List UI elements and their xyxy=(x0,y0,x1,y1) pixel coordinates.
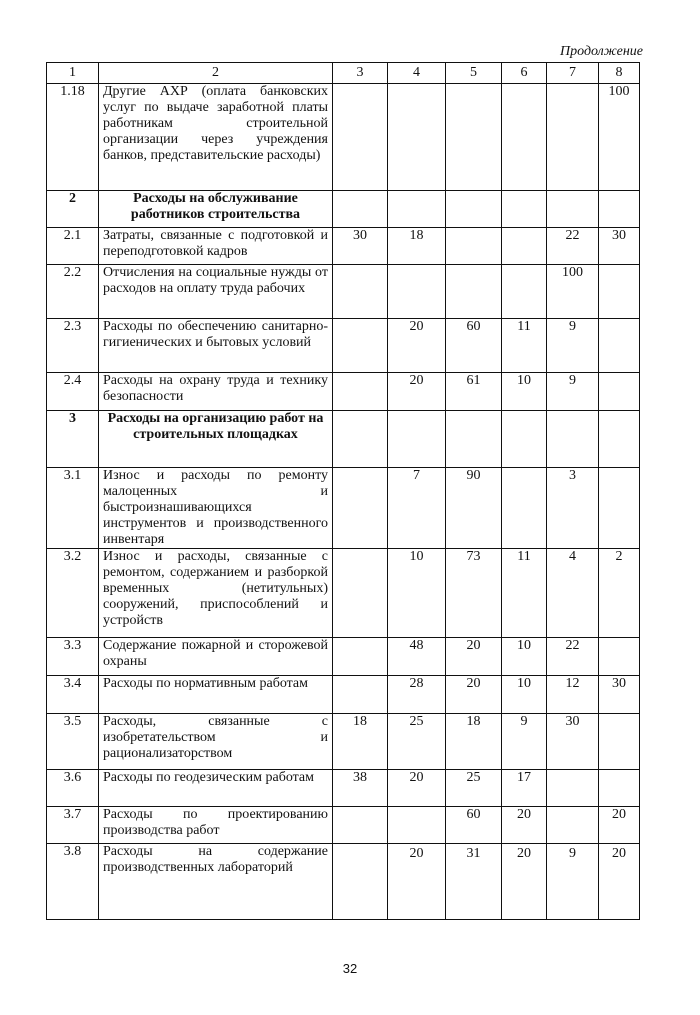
value-cell: 18 xyxy=(333,714,388,770)
page-number: 32 xyxy=(342,961,358,976)
value-cell: 100 xyxy=(599,84,640,191)
value-cell: 60 xyxy=(446,807,502,844)
row-description: Другие АХР (оплата банковских услуг по выдаче заработной платы работникам строительной организации через учреждения банков, представительские расходы) xyxy=(99,84,333,191)
value-cell xyxy=(333,373,388,411)
value-cell xyxy=(599,770,640,807)
table-row xyxy=(47,844,640,920)
value-cell xyxy=(599,714,640,770)
value-cell xyxy=(502,411,547,468)
value-cell: 20 xyxy=(502,807,547,844)
value-cell: 11 xyxy=(502,549,547,638)
table-row xyxy=(47,319,640,373)
value-cell: 25 xyxy=(388,714,446,770)
value-cell: 7 xyxy=(388,468,446,549)
value-cell xyxy=(446,411,502,468)
section-row xyxy=(47,411,640,468)
value-cell: 30 xyxy=(599,228,640,265)
value-cell xyxy=(333,84,388,191)
table-row xyxy=(47,468,640,549)
section-row xyxy=(47,191,640,228)
row-number: 3.5 xyxy=(47,714,99,770)
value-cell: 9 xyxy=(547,373,599,411)
value-cell: 9 xyxy=(547,844,599,920)
row-number: 3.7 xyxy=(47,807,99,844)
header-cell: 2 xyxy=(99,63,333,84)
value-cell: 30 xyxy=(599,676,640,714)
table-row xyxy=(47,84,640,191)
header-cell: 8 xyxy=(599,63,640,84)
value-cell: 22 xyxy=(547,228,599,265)
value-cell xyxy=(333,549,388,638)
row-description: Расходы по нормативным работам xyxy=(99,676,333,714)
value-cell: 10 xyxy=(502,676,547,714)
row-number: 2.1 xyxy=(47,228,99,265)
value-cell xyxy=(599,411,640,468)
value-cell xyxy=(333,265,388,319)
value-cell xyxy=(502,265,547,319)
value-cell: 18 xyxy=(446,714,502,770)
value-cell xyxy=(502,84,547,191)
value-cell: 30 xyxy=(547,714,599,770)
value-cell xyxy=(388,191,446,228)
value-cell xyxy=(388,807,446,844)
value-cell xyxy=(446,84,502,191)
value-cell: 20 xyxy=(388,770,446,807)
value-cell xyxy=(547,770,599,807)
value-cell: 20 xyxy=(599,844,640,920)
row-description: Затраты, связанные с подготовкой и переподготовкой кадров xyxy=(99,228,333,265)
table-row xyxy=(47,638,640,676)
row-number: 3.2 xyxy=(47,549,99,638)
value-cell xyxy=(502,191,547,228)
value-cell: 20 xyxy=(446,638,502,676)
value-cell: 31 xyxy=(446,844,502,920)
row-description: Расходы по обеспечению санитарно-гигиенических и бытовых условий xyxy=(99,319,333,373)
header-cell: 1 xyxy=(47,63,99,84)
value-cell xyxy=(333,411,388,468)
value-cell: 20 xyxy=(388,373,446,411)
value-cell: 60 xyxy=(446,319,502,373)
header-cell: 6 xyxy=(502,63,547,84)
value-cell: 10 xyxy=(388,549,446,638)
table-row xyxy=(47,676,640,714)
value-cell xyxy=(599,191,640,228)
value-cell xyxy=(333,676,388,714)
value-cell: 25 xyxy=(446,770,502,807)
row-description: Расходы по проектированию производства работ xyxy=(99,807,333,844)
row-description: Содержание пожарной и сторожевой охраны xyxy=(99,638,333,676)
value-cell: 9 xyxy=(547,319,599,373)
value-cell xyxy=(547,411,599,468)
value-cell xyxy=(599,373,640,411)
value-cell: 30 xyxy=(333,228,388,265)
row-number: 3.8 xyxy=(47,844,99,920)
value-cell: 28 xyxy=(388,676,446,714)
value-cell xyxy=(599,638,640,676)
value-cell xyxy=(333,319,388,373)
value-cell xyxy=(502,228,547,265)
row-description: Расходы на обслуживание работников строительства xyxy=(99,191,333,228)
table-row xyxy=(47,770,640,807)
row-number: 2.4 xyxy=(47,373,99,411)
header-cell: 3 xyxy=(333,63,388,84)
value-cell xyxy=(446,265,502,319)
value-cell xyxy=(333,807,388,844)
value-cell xyxy=(547,84,599,191)
value-cell: 10 xyxy=(502,638,547,676)
value-cell: 100 xyxy=(547,265,599,319)
value-cell xyxy=(446,191,502,228)
value-cell: 20 xyxy=(599,807,640,844)
value-cell xyxy=(333,844,388,920)
row-description: Расходы, связанные с изобретательством и рационализаторством xyxy=(99,714,333,770)
value-cell: 17 xyxy=(502,770,547,807)
cost-table xyxy=(46,62,640,920)
value-cell: 22 xyxy=(547,638,599,676)
header-cell: 5 xyxy=(446,63,502,84)
table-row xyxy=(47,549,640,638)
value-cell: 20 xyxy=(388,844,446,920)
value-cell xyxy=(599,319,640,373)
value-cell xyxy=(333,468,388,549)
table-row xyxy=(47,228,640,265)
value-cell: 48 xyxy=(388,638,446,676)
header-cell: 7 xyxy=(547,63,599,84)
value-cell: 3 xyxy=(547,468,599,549)
value-cell xyxy=(599,265,640,319)
value-cell: 10 xyxy=(502,373,547,411)
table-row xyxy=(47,265,640,319)
row-number: 1.18 xyxy=(47,84,99,191)
value-cell: 38 xyxy=(333,770,388,807)
value-cell xyxy=(502,468,547,549)
row-number: 2.3 xyxy=(47,319,99,373)
row-description: Отчисления на социальные нужды от расходов на оплату труда рабочих xyxy=(99,265,333,319)
value-cell xyxy=(388,84,446,191)
value-cell xyxy=(446,228,502,265)
row-number: 2 xyxy=(47,191,99,228)
row-number: 2.2 xyxy=(47,265,99,319)
value-cell: 4 xyxy=(547,549,599,638)
table-row xyxy=(47,373,640,411)
value-cell: 20 xyxy=(446,676,502,714)
row-number: 3.1 xyxy=(47,468,99,549)
value-cell: 11 xyxy=(502,319,547,373)
value-cell xyxy=(547,807,599,844)
value-cell xyxy=(547,191,599,228)
value-cell: 9 xyxy=(502,714,547,770)
value-cell: 2 xyxy=(599,549,640,638)
row-number: 3.3 xyxy=(47,638,99,676)
value-cell: 90 xyxy=(446,468,502,549)
row-description: Расходы по геодезическим работам xyxy=(99,770,333,807)
value-cell xyxy=(388,411,446,468)
row-number: 3.4 xyxy=(47,676,99,714)
value-cell: 73 xyxy=(446,549,502,638)
row-number: 3 xyxy=(47,411,99,468)
value-cell xyxy=(599,468,640,549)
value-cell: 61 xyxy=(446,373,502,411)
value-cell xyxy=(333,191,388,228)
row-description: Расходы на охрану труда и технику безопасности xyxy=(99,373,333,411)
row-description: Износ и расходы по ремонту малоценных и быстроизнашивающихся инструментов и производственного инвентаря xyxy=(99,468,333,549)
value-cell: 20 xyxy=(502,844,547,920)
value-cell xyxy=(388,265,446,319)
row-number: 3.6 xyxy=(47,770,99,807)
row-description: Износ и расходы, связанные с ремонтом, содержанием и разборкой временных (нетитульных) сооружений, приспособлений и устройств xyxy=(99,549,333,638)
value-cell: 20 xyxy=(388,319,446,373)
value-cell xyxy=(333,638,388,676)
value-cell: 18 xyxy=(388,228,446,265)
row-description: Расходы на содержание производственных лабораторий xyxy=(99,844,333,920)
continuation-label: Продолжение xyxy=(560,44,643,59)
value-cell: 12 xyxy=(547,676,599,714)
table-row xyxy=(47,714,640,770)
header-row xyxy=(47,63,640,84)
row-description: Расходы на организацию работ на строительных площадках xyxy=(99,411,333,468)
table-row xyxy=(47,807,640,844)
header-cell: 4 xyxy=(388,63,446,84)
